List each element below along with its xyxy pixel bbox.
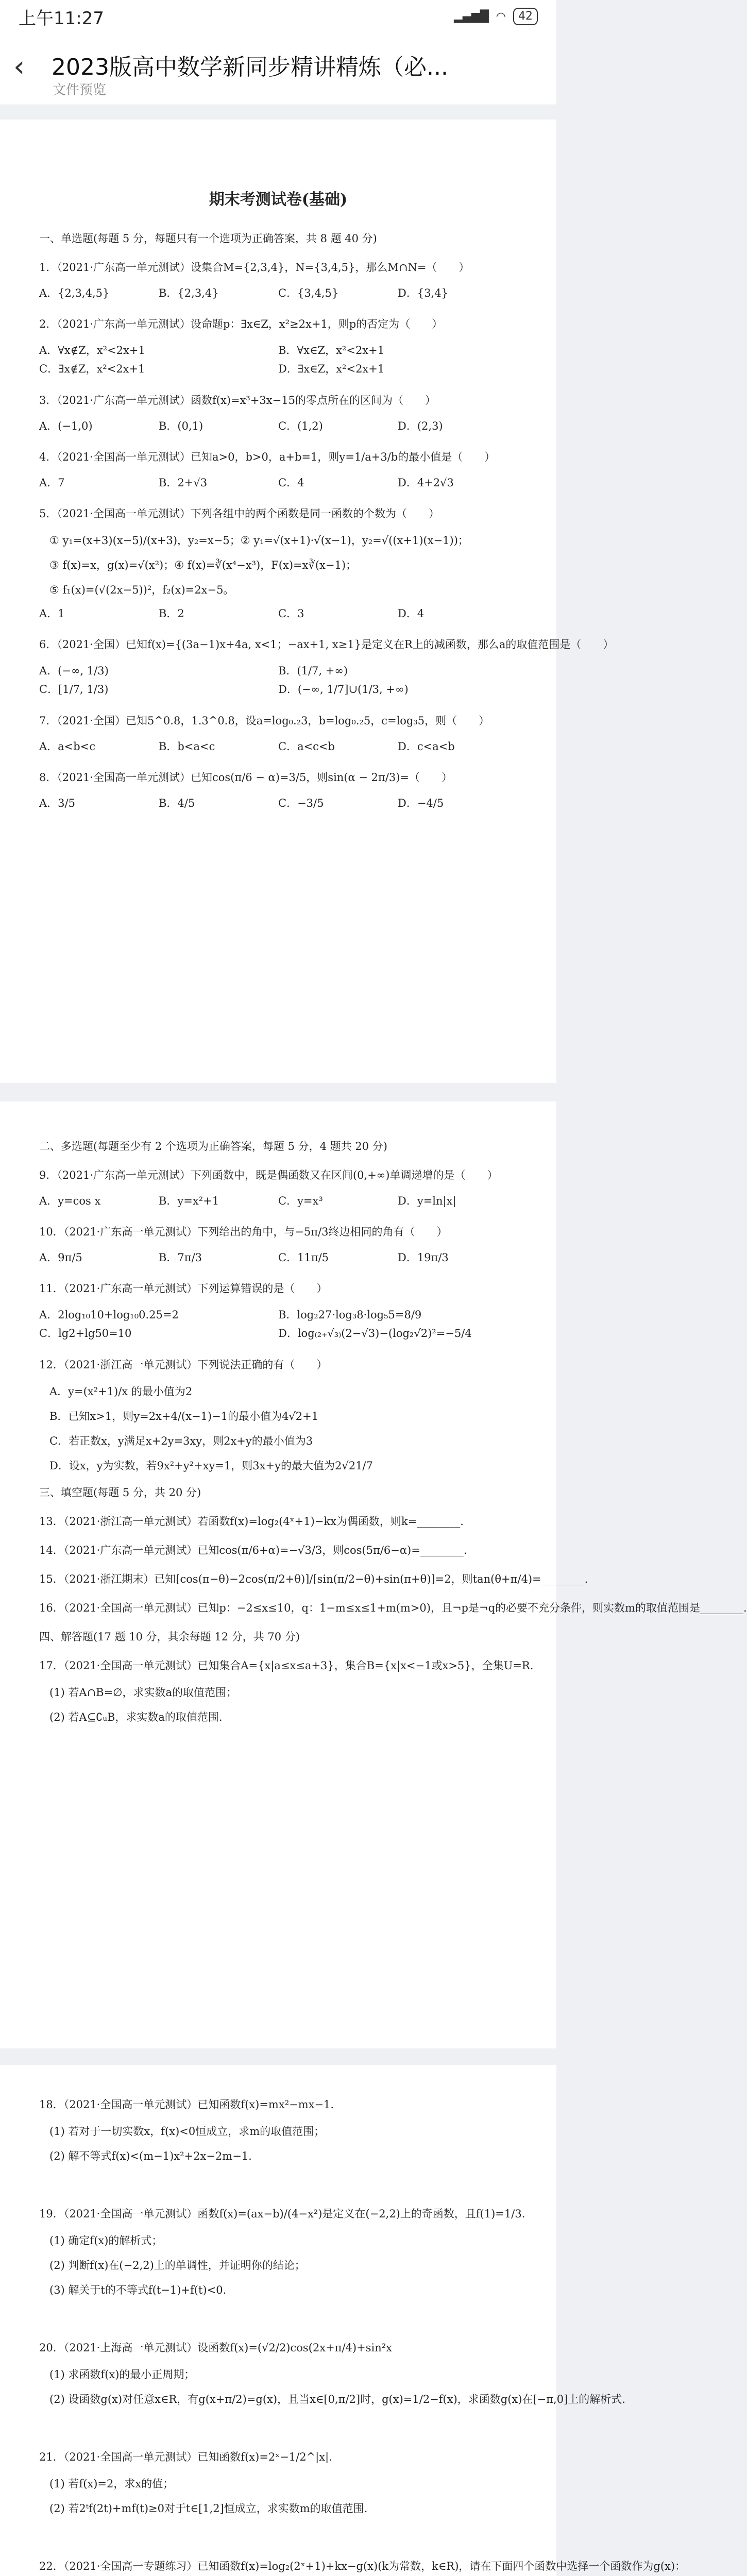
sub-question: ① y₁=(x+3)(x−5)/(x+3)，y₂=x−5；② y₁=√(x+1)·√(x−1)，y₂=√((x+1)(x−1))；	[49, 534, 469, 547]
answer-option: B．(1/7, +∞)	[278, 665, 348, 677]
question-text: 1．（2021·广东高一单元测试）设集合M={2,3,4}，N={3,4,5}，那么M∩N=（ ）	[39, 261, 470, 274]
sub-question: (2) 若A⊆∁ᵤB，求实数a的取值范围.	[49, 1711, 223, 1723]
answer-options	[39, 474, 517, 492]
section-heading: 一、单选题(每题 5 分，每题只有一个选项为正确答案，共 8 题 40 分)	[39, 232, 377, 245]
answer-option: B．y=x²+1	[159, 1195, 219, 1207]
answer-option: A．∀x∉Z，x²<2x+1	[39, 344, 145, 357]
question-text: 20．（2021·上海高一单元测试）设函数f(x)=(√2/2)cos(2x+π/4)+sin²x	[39, 2342, 392, 2354]
answer-option: C．a<c<b	[278, 740, 335, 753]
status-icons	[454, 8, 538, 25]
answer-option: B．2+√3	[159, 477, 208, 489]
sub-question: (3) 解关于t的不等式f(t−1)+f(t)<0.	[49, 2284, 227, 2296]
answer-option: C．y=x³	[278, 1195, 323, 1207]
question-text: 15．（2021·浙江期末）已知[cos(π−θ)−2cos(π/2+θ)]/[sin(π/2−θ)+sin(π+θ)]=2，则tan(θ+π/4)=________.	[39, 1573, 588, 1585]
answer-space	[39, 2174, 517, 2205]
question-text: 10．（2021·广东高一单元测试）下列给出的角中，与−5π/3终边相同的角有（ ）	[39, 1226, 448, 1238]
answer-option: C．∃x∉Z，x²<2x+1	[39, 363, 145, 375]
sub-question: (2) 若2ᵗf(2t)+mf(t)≥0对于t∈[1,2]恒成立，求实数m的取值范围.	[49, 2502, 368, 2515]
answer-options	[39, 341, 517, 378]
answer-option: B．7π/3	[159, 1251, 202, 1264]
sub-question: (1) 若A∩B=∅，求实数a的取值范围；	[49, 1686, 237, 1699]
app-header	[0, 33, 556, 105]
answer-options	[39, 662, 517, 699]
question-text: 9．（2021·广东高一单元测试）下列函数中，既是偶函数又在区间(0,+∞)单调递增的是（ ）	[39, 1169, 498, 1181]
sub-question: A．y=(x²+1)/x 的最小值为2	[49, 1385, 193, 1398]
question-text: 6．（2021·全国）已知f(x)={(3a−1)x+4a, x<1；−ax+1, x≥1}是定义在R上的减函数，那么a的取值范围是（ ）	[39, 638, 614, 651]
answer-option: D．∃x∈Z，x²<2x+1	[278, 363, 385, 375]
answer-option: C．{3,4,5}	[278, 287, 339, 299]
question-text: 13．（2021·浙江高一单元测试）若函数f(x)=log₂(4ˣ+1)−kx为偶函数，则k=________.	[39, 1515, 464, 1528]
battery-icon: 42	[513, 8, 538, 25]
status-bar	[0, 0, 556, 33]
answer-option: A．y=cos x	[39, 1195, 101, 1207]
sub-question: (1) 若对于一切实数x，f(x)<0恒成立，求m的取值范围；	[49, 2125, 325, 2138]
answer-option: C．4	[278, 477, 304, 489]
answer-option: D．19π/3	[398, 1251, 449, 1264]
answer-option: C．[1/7, 1/3)	[39, 683, 109, 696]
answer-option: D．log₍₂₊√₃₎(2−√3)−(log₂√2)²=−5/4	[278, 1327, 472, 1340]
answer-option: B．4/5	[159, 797, 195, 809]
answer-option: C．(1,2)	[278, 420, 323, 432]
answer-option: B．∀x∈Z，x²<2x+1	[278, 344, 385, 357]
answer-option: D．−4/5	[398, 797, 444, 809]
sub-question: (2) 判断f(x)在(−2,2)上的单调性，并证明你的结论；	[49, 2259, 305, 2272]
answer-options	[39, 1306, 517, 1343]
wifi-icon: ◠	[496, 10, 506, 23]
answer-option: B．{2,3,4}	[159, 287, 219, 299]
question-text: 22．（2021·全国高一专题练习）已知函数f(x)=log₂(2ˣ+1)+kx−g(x)(k为常数，k∈R)，请在下面四个函数中选择一个函数作为g(x)：	[39, 2560, 686, 2572]
file-preview-label: 文件预览	[53, 82, 107, 98]
answer-option: D．4+2√3	[398, 477, 454, 489]
status-time: 上午11:27	[19, 8, 104, 29]
sub-question: (2) 解不等式f(x)<(m−1)x²+2x−2m−1.	[49, 2150, 252, 2162]
question-text: 11．（2021·广东高一单元测试）下列运算错误的是（ ）	[39, 1282, 328, 1295]
answer-options	[39, 605, 517, 622]
sub-question: C．若正数x，y满足x+2y=3xy，则2x+y的最小值为3	[49, 1435, 313, 1447]
answer-option: A．(−1,0)	[39, 420, 93, 432]
signal-icon: ▂▄▆█	[454, 10, 489, 23]
answer-option: D．(2,3)	[398, 420, 443, 432]
answer-options	[39, 1249, 517, 1266]
question-text: 8．（2021·全国高一单元测试）已知cos(π/6 − α)=3/5，则sin(α − 2π/3)=（ ）	[39, 771, 453, 784]
question-text: 21．（2021·全国高一单元测试）已知函数f(x)=2ˣ−1/2^|x|.	[39, 2451, 332, 2463]
question-text: 12．（2021·浙江高一单元测试）下列说法正确的有（ ）	[39, 1359, 328, 1371]
question-text: 3．（2021·广东高一单元测试）函数f(x)=x³+3x−15的零点所在的区间为（ ）	[39, 394, 436, 406]
sub-question: (1) 确定f(x)的解析式；	[49, 2234, 163, 2247]
answer-options	[39, 417, 517, 435]
section-heading: 三、填空题(每题 5 分，共 20 分)	[39, 1486, 201, 1499]
answer-option: D．(−∞, 1/7]∪(1/3, +∞)	[278, 683, 409, 696]
sub-question: (2) 设函数g(x)对任意x∈R，有g(x+π/2)=g(x)，且当x∈[0,π/2]时，g(x)=1/2−f(x)，求函数g(x)在[−π,0]上的解析式.	[49, 2393, 625, 2405]
answer-option: A．1	[39, 607, 65, 620]
answer-option: D．c<a<b	[398, 740, 455, 753]
document-title: 2023版高中数学新同步精讲精炼（必...	[52, 54, 448, 80]
section-heading: 二、多选题(每题至少有 2 个选项为正确答案，每题 5 分，4 题共 20 分)	[39, 1140, 387, 1153]
question-text: 5．（2021·全国高一单元测试）下列各组中的两个函数是同一函数的个数为（ ）	[39, 507, 439, 520]
answer-space	[39, 2308, 517, 2339]
answer-option: B．b<a<c	[159, 740, 215, 753]
answer-option: B．log₂27·log₃8·log₅5=8/9	[278, 1309, 422, 1321]
answer-space	[39, 2417, 517, 2448]
document-page-3[interactable]	[0, 2065, 686, 2576]
answer-options	[39, 794, 517, 812]
page-3-content	[39, 2096, 686, 2576]
question-text: 18．（2021·全国高一单元测试）已知函数f(x)=mx²−mx−1.	[39, 2098, 334, 2111]
section-heading: 四、解答题(17 题 10 分，其余每题 12 分，共 70 分)	[39, 1631, 300, 1643]
answer-option: A．(−∞, 1/3)	[39, 665, 109, 677]
answer-option: D．4	[398, 607, 425, 620]
document-page-2[interactable]	[0, 1101, 747, 2048]
question-text: 4．（2021·全国高一单元测试）已知a>0，b>0，a+b=1，则y=1/a+3/b的最小值是（ ）	[39, 451, 496, 463]
answer-option: C．−3/5	[278, 797, 324, 809]
answer-option: A．3/5	[39, 797, 75, 809]
sub-question: (1) 若f(x)=2，求x的值；	[49, 2478, 174, 2490]
answer-option: A．a<b<c	[39, 740, 96, 753]
question-text: 2．（2021·广东高一单元测试）设命题p：∃x∈Z，x²≥2x+1，则p的否定为（ ）	[39, 318, 443, 330]
answer-option: D．y=ln|x|	[398, 1195, 456, 1207]
document-page-1[interactable]	[0, 120, 614, 1083]
answer-option: A．2log₁₀10+log₁₀0.25=2	[39, 1309, 179, 1321]
sub-question: D．设x，y为实数，若9x²+y²+xy=1，则3x+y的最大值为2√21/7	[49, 1460, 373, 1472]
answer-options	[39, 1192, 517, 1210]
answer-option: C．lg2+lg50=10	[39, 1327, 132, 1340]
back-arrow-icon[interactable]: ‹	[13, 50, 25, 83]
answer-option: C．3	[278, 607, 304, 620]
answer-options	[39, 738, 517, 755]
page-2-content	[39, 1138, 747, 1726]
answer-option: D．{3,4}	[398, 287, 448, 299]
answer-option: A．7	[39, 477, 65, 489]
answer-space	[39, 2527, 517, 2557]
sub-question: B．已知x>1，则y=2x+4/(x−1)−1的最小值为4√2+1	[49, 1410, 319, 1422]
question-text: 16．（2021·全国高一单元测试）已知p：−2≤x≤10，q：1−m≤x≤1+m(m>0)，且¬p是¬q的必要不充分条件，则实数m的取值范围是________.	[39, 1602, 747, 1614]
page-1-content	[39, 230, 614, 812]
answer-options	[39, 284, 517, 302]
sub-question: (1) 求函数f(x)的最小正周期；	[49, 2368, 195, 2381]
question-text: 14．（2021·广东高一单元测试）已知cos(π/6+α)=−√3/3，则cos(5π/6−α)=________.	[39, 1544, 467, 1556]
sub-question: ⑤ f₁(x)=(√(2x−5))²，f₂(x)=2x−5。	[49, 584, 234, 596]
question-text: 7．（2021·全国）已知5^0.8，1.3^0.8，设a=log₀.₂3，b=log₀.₂5，c=log₃5，则（ ）	[39, 715, 490, 727]
answer-option: B．2	[159, 607, 184, 620]
exam-title: 期末考测试卷(基础)	[209, 191, 348, 209]
answer-option: A．{2,3,4,5}	[39, 287, 110, 299]
question-text: 17．（2021·全国高一单元测试）已知集合A={x|a≤x≤a+3}，集合B={x|x<−1或x>5}，全集U=R.	[39, 1659, 534, 1672]
answer-option: A．9π/5	[39, 1251, 82, 1264]
sub-question: ③ f(x)=x，g(x)=√(x²)；④ f(x)=∛(x⁴−x³)，F(x)=x∛(x−1)；	[49, 559, 357, 571]
question-text: 19．（2021·全国高一单元测试）函数f(x)=(ax−b)/(4−x²)是定义在(−2,2)上的奇函数，且f(1)=1/3.	[39, 2208, 525, 2220]
answer-option: B．(0,1)	[159, 420, 203, 432]
answer-option: C．11π/5	[278, 1251, 329, 1264]
